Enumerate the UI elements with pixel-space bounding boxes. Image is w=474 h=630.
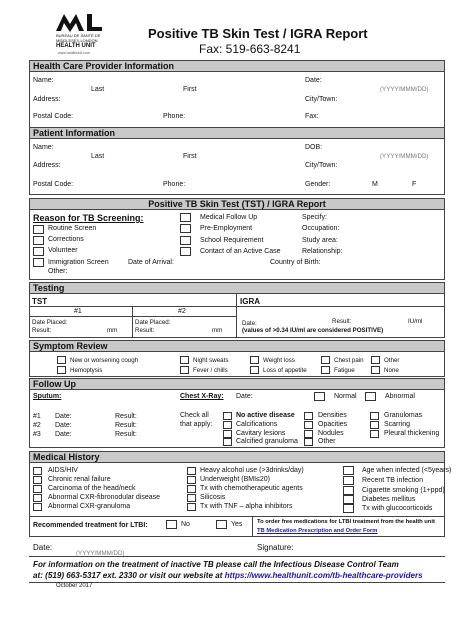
provider-heading: Health Care Provider Information <box>29 60 445 72</box>
densities-checkbox[interactable] <box>304 412 313 420</box>
opacities-checkbox[interactable] <box>304 421 313 429</box>
chest-pain-checkbox[interactable] <box>321 356 330 364</box>
country-of-birth-label: Country of Birth: <box>270 259 321 266</box>
diabetes-checkbox[interactable] <box>343 495 354 504</box>
history-divider <box>29 516 445 517</box>
testing-heading: Testing <box>29 282 445 294</box>
diabetes-label: Diabetes mellitus <box>362 496 416 503</box>
study-area-label: Study area: <box>302 237 338 244</box>
smoking-label: Cigarette smoking (1+ppd) <box>362 487 445 494</box>
logo-line: www.healthunit.com <box>58 51 90 55</box>
igra-date-label: Date: <box>242 320 257 327</box>
page-title: Positive TB Skin Test / IGRA Report <box>148 26 368 41</box>
treatment-yes-label: Yes <box>231 521 243 528</box>
appetite-loss-checkbox[interactable] <box>250 366 259 374</box>
glucocorticoids-checkbox[interactable] <box>343 504 354 513</box>
signoff-date-label: Date: <box>33 543 53 552</box>
sputum-date-1: Date: <box>55 413 72 420</box>
chemotherapy-label: Tx with chemotherapeutic agents <box>200 485 303 492</box>
patient-name-label: Name: <box>33 144 54 151</box>
silicosis-label: Silicosis <box>200 494 226 501</box>
logo-mark-icon <box>54 12 106 32</box>
other-reason-label: Other: <box>48 268 68 275</box>
treatment-no-checkbox[interactable] <box>166 520 177 529</box>
appetite-loss-label: Loss of appetite <box>263 367 307 374</box>
logo-line: HEALTH UNIT <box>56 43 96 49</box>
reason-heading: Reason for TB Screening: <box>33 213 144 223</box>
patient-address-label: Address: <box>33 162 61 169</box>
sputum-result-3: Result: <box>115 431 137 438</box>
cxr-granuloma-checkbox[interactable] <box>33 503 42 511</box>
recommended-treatment-label: Recommended treatment for LTBI: <box>33 522 148 529</box>
patient-dob-hint: (YYYY/MMM/DD) <box>380 153 429 160</box>
age-infected-checkbox[interactable] <box>343 466 354 475</box>
footer-contact-line <box>33 571 423 580</box>
medical-follow-up-label: Medical Follow Up <box>200 214 258 221</box>
renal-failure-label: Chronic renal failure <box>48 476 111 483</box>
nodules-checkbox[interactable] <box>304 430 313 438</box>
fatigue-label: Fatigue <box>334 367 355 374</box>
cough-checkbox[interactable] <box>57 356 66 364</box>
weight-loss-checkbox[interactable] <box>250 356 259 364</box>
medical-follow-up-checkbox[interactable] <box>180 213 191 222</box>
footer-info-line: For information on the treatment of inactive TB please call the Infectious Disease Control Team <box>33 560 399 569</box>
pre-employment-label: Pre-Employment <box>200 225 253 232</box>
calcifications-checkbox[interactable] <box>223 421 232 429</box>
aids-hiv-label: AIDS/HIV <box>48 467 78 474</box>
age-infected-label: Age when infected (<5years) <box>362 467 452 474</box>
fatigue-checkbox[interactable] <box>321 366 330 374</box>
xray-abnormal-label: Abnormal <box>385 393 415 400</box>
routine-screen-checkbox[interactable] <box>33 225 44 234</box>
tnf-inhibitors-checkbox[interactable] <box>187 503 196 511</box>
treatment-yes-checkbox[interactable] <box>216 520 227 529</box>
chest-pain-label: Chest pain <box>334 357 364 364</box>
volunteer-checkbox[interactable] <box>33 247 44 256</box>
patient-phone-label: Phone: <box>163 181 186 188</box>
sputum-date-2: Date: <box>55 422 72 429</box>
signoff-date-hint: (YYYY/MMM/DD) <box>76 550 125 557</box>
immigration-label: Immigration Screen <box>48 259 109 266</box>
glucocorticoids-label: Tx with glucocorticoids <box>362 505 433 512</box>
pleural-thickening-checkbox[interactable] <box>370 430 379 438</box>
nodules-label: Nodules <box>318 430 344 437</box>
patient-postal-label: Postal Code: <box>33 181 74 188</box>
patient-heading: Patient Information <box>29 127 445 139</box>
tst-1-label: #1 <box>74 308 82 315</box>
fever-label: Fever / chills <box>193 367 228 374</box>
patient-last-label: Last <box>91 153 105 160</box>
no-active-disease-checkbox[interactable] <box>223 412 232 420</box>
underweight-checkbox[interactable] <box>187 476 196 484</box>
relationship-label: Relationship: <box>302 248 343 255</box>
sputum-date-3: Date: <box>55 431 72 438</box>
provider-fax-label: Fax: <box>305 113 319 120</box>
patient-gender-label: Gender: <box>305 181 331 188</box>
heavy-alcohol-label: Heavy alcohol use (>3drinks/day) <box>200 467 304 474</box>
calcified-granuloma-label: Calcified granuloma <box>236 438 298 445</box>
tst-2-mm-label: mm <box>212 327 223 334</box>
provider-first-label: First <box>183 86 197 93</box>
night-sweats-checkbox[interactable] <box>180 356 189 364</box>
tst-1-date-label: Date Placed: <box>32 319 68 326</box>
provider-date-label: Date: <box>305 77 322 84</box>
tst-2-date-label: Date Placed: <box>135 319 171 326</box>
gender-f-option[interactable]: F <box>412 181 417 188</box>
version-date: October 2017 <box>56 583 93 589</box>
website-link[interactable]: https://www.healthunit.com/tb-healthcare-providers <box>224 571 423 580</box>
underweight-label: Underweight (BMI≤20) <box>200 476 270 483</box>
no-symptoms-checkbox[interactable] <box>371 366 380 374</box>
igra-positive-note: (values of >0.34 IU/ml are considered POSITIVE) <box>242 327 384 334</box>
fax-number: Fax: 519-663-8241 <box>199 42 301 56</box>
volunteer-label: Volunteer <box>48 247 78 254</box>
carcinoma-checkbox[interactable] <box>33 485 42 493</box>
provider-last-label: Last <box>91 86 105 93</box>
active-case-contact-checkbox[interactable] <box>180 247 191 256</box>
renal-failure-checkbox[interactable] <box>33 476 42 484</box>
cavitary-lesions-label: Cavitary lesions <box>236 430 286 437</box>
that-apply-label: that apply: <box>180 421 213 428</box>
carcinoma-label: Carcinoma of the head/neck <box>48 485 136 492</box>
tst-2-label: #2 <box>178 308 186 315</box>
signoff-divider <box>29 556 445 557</box>
tst-2-result-label: Result: <box>135 327 155 334</box>
igra-result-label: Result: <box>332 318 352 325</box>
cough-label: New or worsening cough <box>70 357 139 364</box>
history-divider <box>252 516 253 537</box>
gender-m-option[interactable]: M <box>372 181 378 188</box>
weight-loss-label: Weight loss <box>263 357 295 364</box>
routine-screen-label: Routine Screen <box>48 225 97 232</box>
footer-contact-text: at: (519) 663-5317 ext. 2330 or visit our website at <box>33 571 225 580</box>
provider-date-hint: (YYYY/MMM/DD) <box>380 86 429 93</box>
chemotherapy-checkbox[interactable] <box>187 485 196 493</box>
cxr-granuloma-label: Abnormal CXR-granuloma <box>48 503 131 510</box>
order-medications-note: To order free medications for LTBI treatment from the health unit <box>257 519 435 525</box>
provider-city-label: City/Town: <box>305 96 338 103</box>
testing-divider <box>29 306 445 307</box>
silicosis-checkbox[interactable] <box>187 494 196 502</box>
specify-label: Specify: <box>302 214 327 221</box>
chest-xray-label: Chest X-Ray: <box>180 393 224 400</box>
calcified-granuloma-checkbox[interactable] <box>223 438 232 446</box>
other-symptom-checkbox[interactable] <box>371 356 380 364</box>
logo-line: MIDDLESEX-LONDON <box>56 38 98 43</box>
cavitary-lesions-checkbox[interactable] <box>223 430 232 438</box>
sputum-row-2: #2 <box>33 422 41 429</box>
logo <box>54 12 106 60</box>
school-requirement-label: School Requirement <box>200 237 264 244</box>
tst-igra-heading: Positive TB Skin Test (TST) / IGRA Report <box>29 198 445 210</box>
densities-label: Densities <box>318 412 347 419</box>
sputum-result-2: Result: <box>115 422 137 429</box>
patient-section <box>29 139 445 195</box>
check-all-label: Check all <box>180 412 209 419</box>
provider-postal-label: Postal Code: <box>33 113 74 120</box>
opacities-label: Opacities <box>318 421 348 428</box>
occupation-label: Occupation: <box>302 225 340 232</box>
school-requirement-checkbox[interactable] <box>180 236 191 245</box>
igra-unit-label: IU/ml <box>408 318 423 325</box>
testing-divider <box>132 306 133 338</box>
xray-date-label: Date: <box>236 393 253 400</box>
xray-normal-checkbox[interactable] <box>314 392 325 401</box>
immigration-checkbox[interactable] <box>33 258 44 267</box>
order-form-link[interactable]: TB Medication Prescription and Order Form <box>257 528 378 534</box>
followup-heading: Follow Up <box>29 378 445 390</box>
hemoptysis-label: Hemoptysis <box>70 367 103 374</box>
corrections-label: Corrections <box>48 236 84 243</box>
scarring-label: Scarring <box>384 421 411 428</box>
igra-label: IGRA <box>240 297 260 306</box>
sputum-label: Sputum: <box>33 393 62 400</box>
sputum-row-3: #3 <box>33 431 41 438</box>
recent-infection-label: Recent TB infection <box>362 477 423 484</box>
treatment-no-label: No <box>181 521 190 528</box>
tst-1-mm-label: mm <box>107 327 118 334</box>
history-heading: Medical History <box>29 451 445 463</box>
no-symptoms-label: None <box>384 367 399 374</box>
patient-dob-label: DOB: <box>305 144 323 151</box>
tst-label: TST <box>32 297 48 306</box>
provider-name-label: Name: <box>33 77 54 84</box>
provider-section <box>29 72 445 128</box>
tst-1-result-label: Result: <box>32 327 52 334</box>
cxr-fibronodular-checkbox[interactable] <box>33 494 42 502</box>
pre-employment-checkbox[interactable] <box>180 224 191 233</box>
scarring-checkbox[interactable] <box>370 421 379 429</box>
cxr-fibronodular-label: Abnormal CXR-fibronodular disease <box>48 494 161 501</box>
hemoptysis-checkbox[interactable] <box>57 366 66 374</box>
signature-label: Signature: <box>257 543 294 552</box>
symptoms-heading: Symptom Review <box>29 340 445 352</box>
other-finding-checkbox[interactable] <box>304 438 313 446</box>
corrections-checkbox[interactable] <box>33 236 44 245</box>
fever-checkbox[interactable] <box>180 366 189 374</box>
patient-city-label: City/Town: <box>305 162 338 169</box>
provider-address-label: Address: <box>33 96 61 103</box>
xray-abnormal-checkbox[interactable] <box>365 392 376 401</box>
sputum-row-1: #1 <box>33 413 41 420</box>
tnf-inhibitors-label: Tx with TNF – alpha inhibitors <box>200 503 293 510</box>
active-case-contact-label: Contact of an Active Case <box>200 248 281 255</box>
smoking-checkbox[interactable] <box>343 486 354 495</box>
aids-hiv-checkbox[interactable] <box>33 467 42 475</box>
provider-phone-label: Phone: <box>163 113 186 120</box>
testing-divider <box>236 294 237 338</box>
patient-first-label: First <box>183 153 197 160</box>
date-of-arrival-label: Date of Arrival: <box>128 259 174 266</box>
other-symptom-label: Other <box>384 357 400 364</box>
granulomas-checkbox[interactable] <box>370 412 379 420</box>
granulomas-label: Granulomas <box>384 412 423 419</box>
sputum-result-1: Result: <box>115 413 137 420</box>
heavy-alcohol-checkbox[interactable] <box>187 467 196 475</box>
no-active-disease-label: No active disease <box>236 412 295 419</box>
other-finding-label: Other <box>318 438 336 445</box>
night-sweats-label: Night sweats <box>193 357 229 364</box>
calcifications-label: Calcifications <box>236 421 278 428</box>
xray-normal-label: Normal <box>334 393 357 400</box>
pleural-thickening-label: Pleural thickening <box>384 430 440 437</box>
logo-line: BUREAU DE SANTÉ DE <box>56 33 101 38</box>
recent-infection-checkbox[interactable] <box>343 476 354 485</box>
